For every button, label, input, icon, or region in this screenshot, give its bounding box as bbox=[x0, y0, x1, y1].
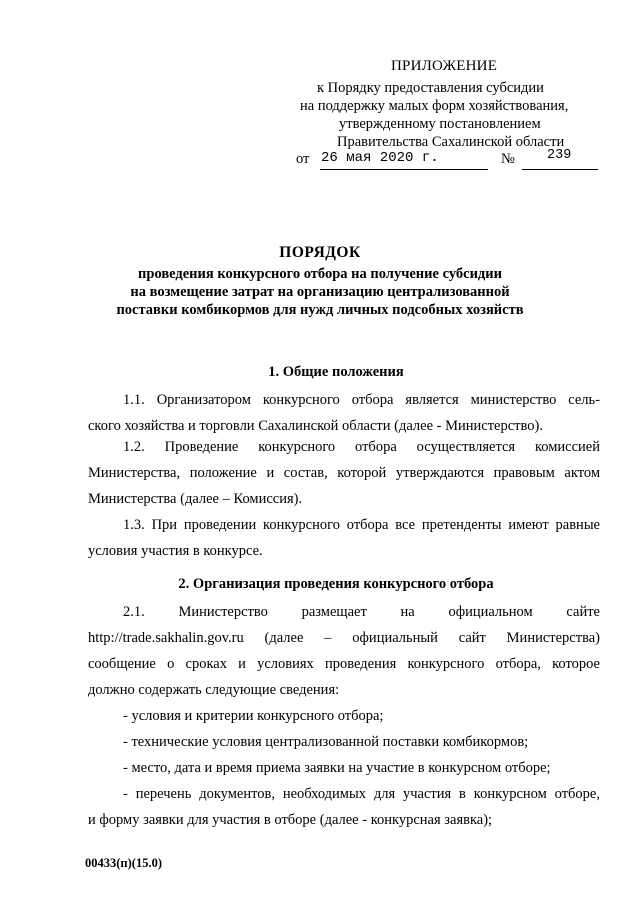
text-line: 1.3. При проведении конкурсного отбора все претенденты имеют равные bbox=[123, 517, 600, 533]
document-title: ПОРЯДОК bbox=[279, 244, 361, 261]
document-subtitle-line: поставки комбикормов для нужд личных подсобных хозяйств bbox=[116, 302, 524, 318]
date-prefix: от bbox=[296, 151, 310, 167]
text-line: 1.2. Проведение конкурсного отбора осуществляется комиссией bbox=[123, 439, 600, 455]
text-line: ского хозяйства и торговли Сахалинской области (далее - Министерство). bbox=[88, 418, 543, 434]
paragraph-1-1 bbox=[88, 387, 600, 439]
text-line: Министерства, положение и состав, которой утверждаются правовым актом bbox=[88, 465, 600, 481]
text-line: условия участия в конкурсе. bbox=[88, 543, 263, 559]
list-item bbox=[88, 781, 600, 833]
text-line: 1.1. Организатором конкурсного отбора является министерство сель- bbox=[123, 392, 600, 408]
text-line: - место, дата и время приема заявки на участие в конкурсном отборе; bbox=[123, 760, 551, 776]
list-item bbox=[88, 755, 600, 781]
document-subtitle-line: проведения конкурсного отбора на получение субсидии bbox=[138, 266, 502, 282]
text-line: - перечень документов, необходимых для участия в конкурсном отборе, bbox=[123, 786, 600, 802]
number-sign: № bbox=[501, 151, 515, 167]
document-subtitle-line: на возмещение затрат на организацию централизованной bbox=[130, 284, 510, 300]
section-heading-general: 1. Общие положения bbox=[268, 364, 404, 380]
text-line: и форму заявки для участия в отборе (далее - конкурсная заявка); bbox=[88, 812, 493, 828]
header-line: утвержденному постановлением bbox=[339, 116, 541, 132]
number-value: 239 bbox=[547, 148, 572, 163]
number-underline bbox=[522, 169, 598, 170]
header-line: Правительства Сахалинской области bbox=[337, 134, 565, 150]
paragraph-1-2 bbox=[88, 434, 600, 512]
text-line: http://trade.sakhalin.gov.ru (далее – официальный сайт Министерства) bbox=[88, 630, 600, 646]
appendix-label: ПРИЛОЖЕНИЕ bbox=[391, 58, 498, 74]
list-item bbox=[88, 729, 600, 755]
text-line: должно содержать следующие сведения: bbox=[88, 682, 340, 698]
date-value: 26 мая 2020 г. bbox=[321, 150, 439, 166]
text-line: сообщение о сроках и условиях проведения конкурсного отбора, которое bbox=[88, 656, 600, 672]
text-line: - технические условия централизованной поставки комбикормов; bbox=[123, 734, 529, 750]
text-line: Министерства (далее – Комиссия). bbox=[88, 491, 303, 507]
text-line: - условия и критерии конкурсного отбора; bbox=[123, 708, 384, 724]
section-heading-organization: 2. Организация проведения конкурсного отбора bbox=[178, 576, 494, 592]
header-line: на поддержку малых форм хозяйствования, bbox=[300, 98, 569, 114]
text-line: 2.1. Министерство размещает на официальном сайте bbox=[123, 604, 600, 620]
document-code: 00433(п)(15.0) bbox=[85, 856, 162, 870]
paragraph-2-1 bbox=[88, 599, 600, 703]
header-line: к Порядку предоставления субсидии bbox=[317, 80, 544, 96]
date-underline bbox=[320, 169, 488, 170]
list-item bbox=[88, 703, 600, 729]
paragraph-1-3 bbox=[88, 512, 600, 564]
